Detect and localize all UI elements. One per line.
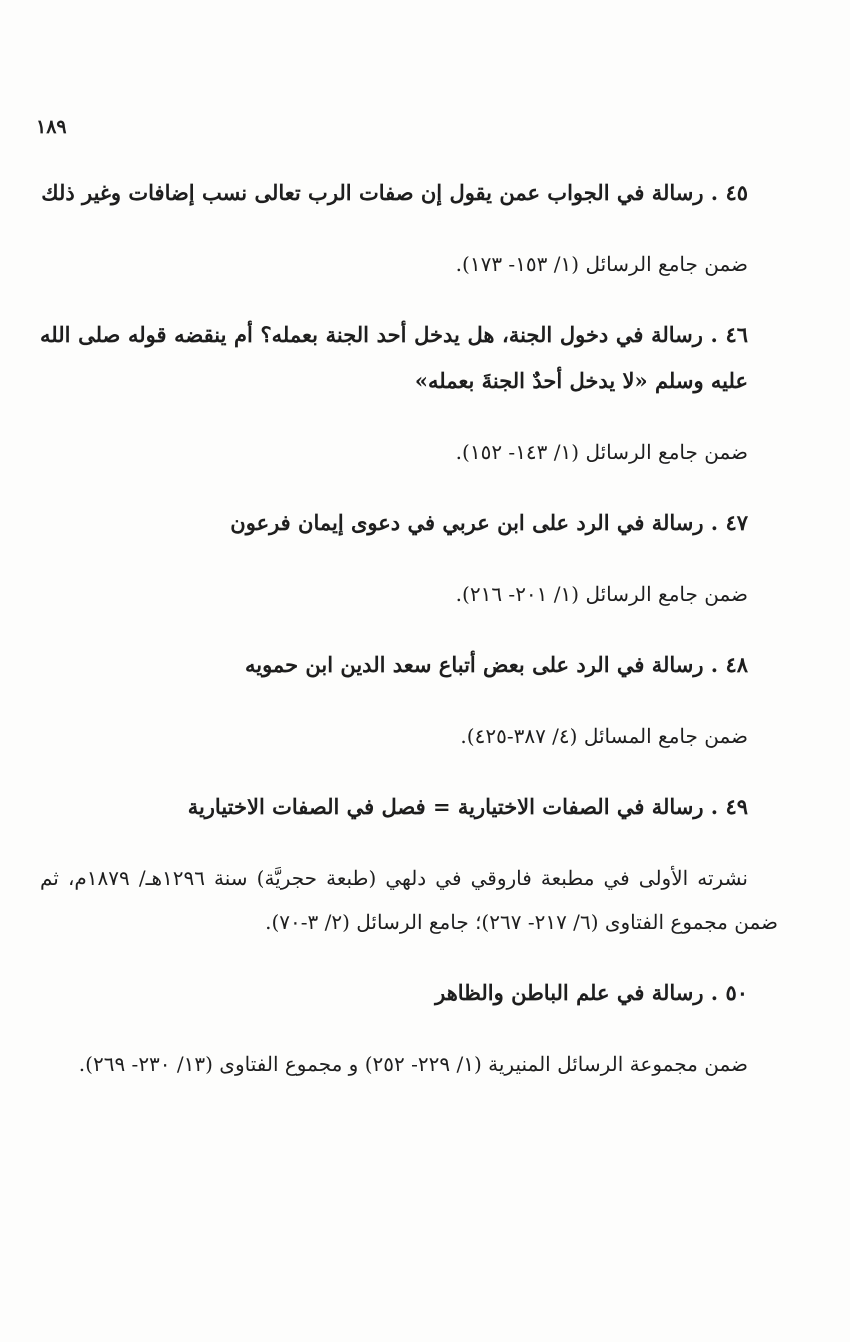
entry-title-49: ٤٩ . رسالة في الصفات الاختيارية = فصل في الصفات الاختيارية (187, 794, 748, 819)
entry-source-48: ضمن جامع المسائل (٤/ ٣٨٧-٤٢٥). (460, 724, 748, 748)
entry-source-46: ضمن جامع الرسائل (١/ ١٤٣- ١٥٢). (455, 440, 748, 464)
entry-source-50: ضمن مجموعة الرسائل المنيرية (١/ ٢٢٩- ٢٥٢) و مجموع الفتاوى (١٣/ ٢٣٠- ٢٦٩). (78, 1052, 748, 1076)
entry-title-50: ٥٠ . رسالة في علم الباطن والظاهر (435, 980, 748, 1005)
entry-source-45: ضمن جامع الرسائل (١/ ١٥٣- ١٧٣). (455, 252, 748, 276)
entry-title-46: ٤٦ . رسالة في دخول الجنة، هل يدخل أحد الجنة بعمله؟ أم ينقضه قوله صلى الله عليه وسلم «لا يدخل أحدٌ الجنةَ بعمله» (40, 322, 748, 393)
entry-title-47: ٤٧ . رسالة في الرد على ابن عربي في دعوى إيمان فرعون (230, 510, 748, 535)
page-content (40, 170, 778, 1086)
entry-title-45: ٤٥ . رسالة في الجواب عمن يقول إن صفات الرب تعالى نسب إضافات وغير ذلك (41, 180, 748, 205)
page-number: ١٨٩ (36, 116, 67, 138)
entry-source-47: ضمن جامع الرسائل (١/ ٢٠١- ٢١٦). (455, 582, 748, 606)
entry-title-48: ٤٨ . رسالة في الرد على بعض أتباع سعد الدين ابن حمويه (244, 652, 748, 677)
entry-source-49: نشرته الأولى في مطبعة فاروقي في دلهي (طبعة حجريَّة) سنة ١٢٩٦هـ/ ١٨٧٩م، ثم ضمن مجموع الفتاوى (٦/ ٢١٧- ٢٦٧)؛ جامع الرسائل (٢/ ٣-٧٠). (40, 866, 778, 934)
